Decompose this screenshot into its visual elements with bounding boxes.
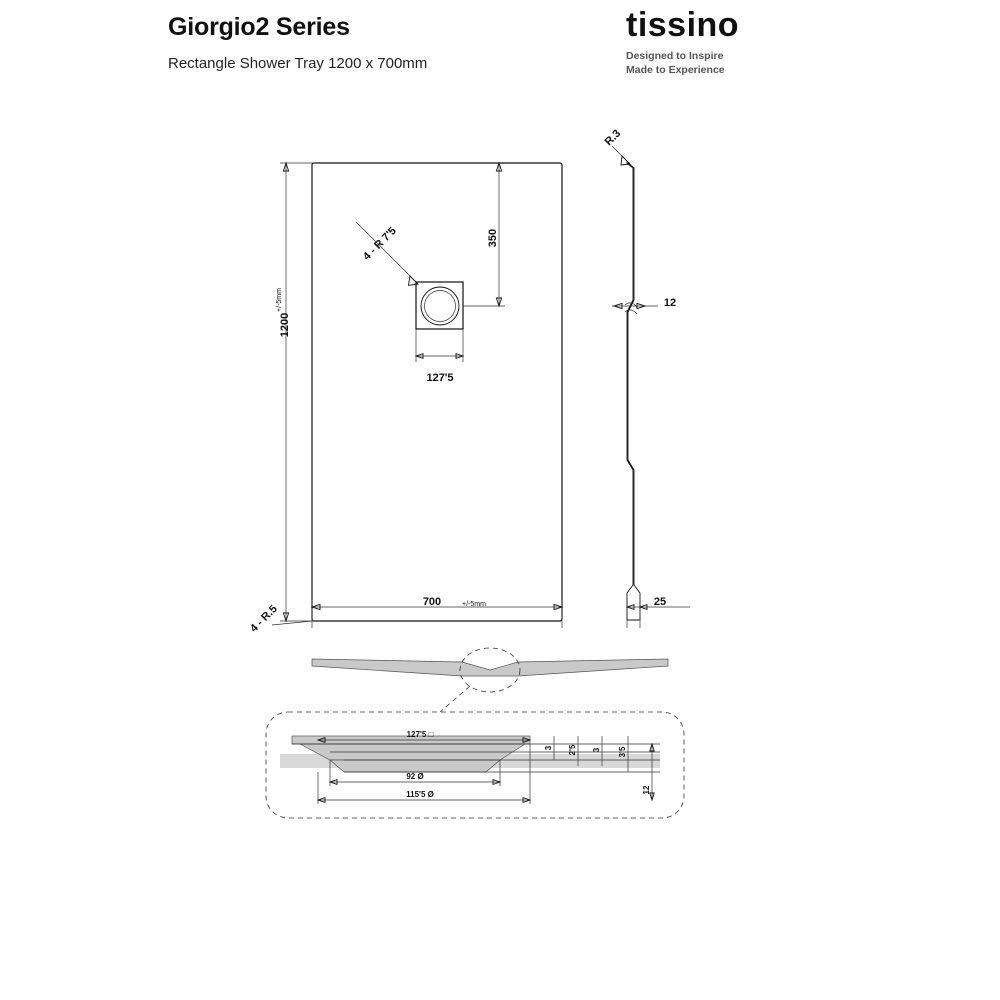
elevation-strip-group: [312, 648, 668, 712]
leader-corner-radius: [272, 621, 312, 625]
dim-detail-bottom-value: 115'5 Ø: [406, 790, 434, 799]
plan-view-group: [248, 163, 562, 635]
dim-waste-offset-value: 350: [487, 228, 499, 248]
brand-tagline-line2: Made to Experience: [626, 63, 725, 76]
dim-detail-mid-value: 92 Ø: [406, 772, 424, 781]
tray-edge-profile: [312, 659, 668, 676]
dim-base-value: 25: [653, 596, 667, 608]
dim-stack-2-value: 2'5: [568, 744, 577, 756]
dim-detail-right-value: 12: [642, 785, 651, 795]
tray-body-band-right: [500, 754, 660, 768]
dim-waste-width-value: 127'5: [426, 372, 454, 384]
waste-square: [416, 282, 463, 329]
dim-height-value: 1200: [279, 312, 291, 338]
label-corner-radius: 4 - R.5: [247, 602, 280, 635]
dim-height-tolerance: +/-5mm: [276, 288, 283, 312]
brand-tagline-line1: Designed to Inspire: [626, 50, 724, 62]
brand-logo: tissino: [626, 6, 740, 44]
label-waste-radius: 4 - R 7'5: [360, 224, 399, 263]
side-profile-outline: [627, 163, 640, 620]
waste-body: [330, 760, 500, 772]
dim-stack-4-value: 3'5: [618, 746, 627, 758]
dim-width-tolerance: +/-5mm: [462, 601, 486, 608]
page-subtitle: Rectangle Shower Tray 1200 x 700mm: [168, 54, 428, 72]
page-title: Giorgio2 Series: [168, 13, 350, 41]
detail-callout-leader: [440, 686, 470, 712]
dim-thickness-value: 12: [663, 297, 677, 309]
detail-view-group: [266, 712, 684, 818]
dim-stack-3-value: 3: [592, 747, 601, 753]
dim-width-value: 700: [422, 596, 442, 608]
label-top-radius: R.3: [602, 127, 624, 149]
tray-plan-outline: [312, 163, 562, 621]
dim-stack-1-value: 3: [544, 745, 553, 751]
dim-detail-top-value: 127'5 □: [406, 730, 434, 739]
side-view-group: [603, 128, 690, 628]
